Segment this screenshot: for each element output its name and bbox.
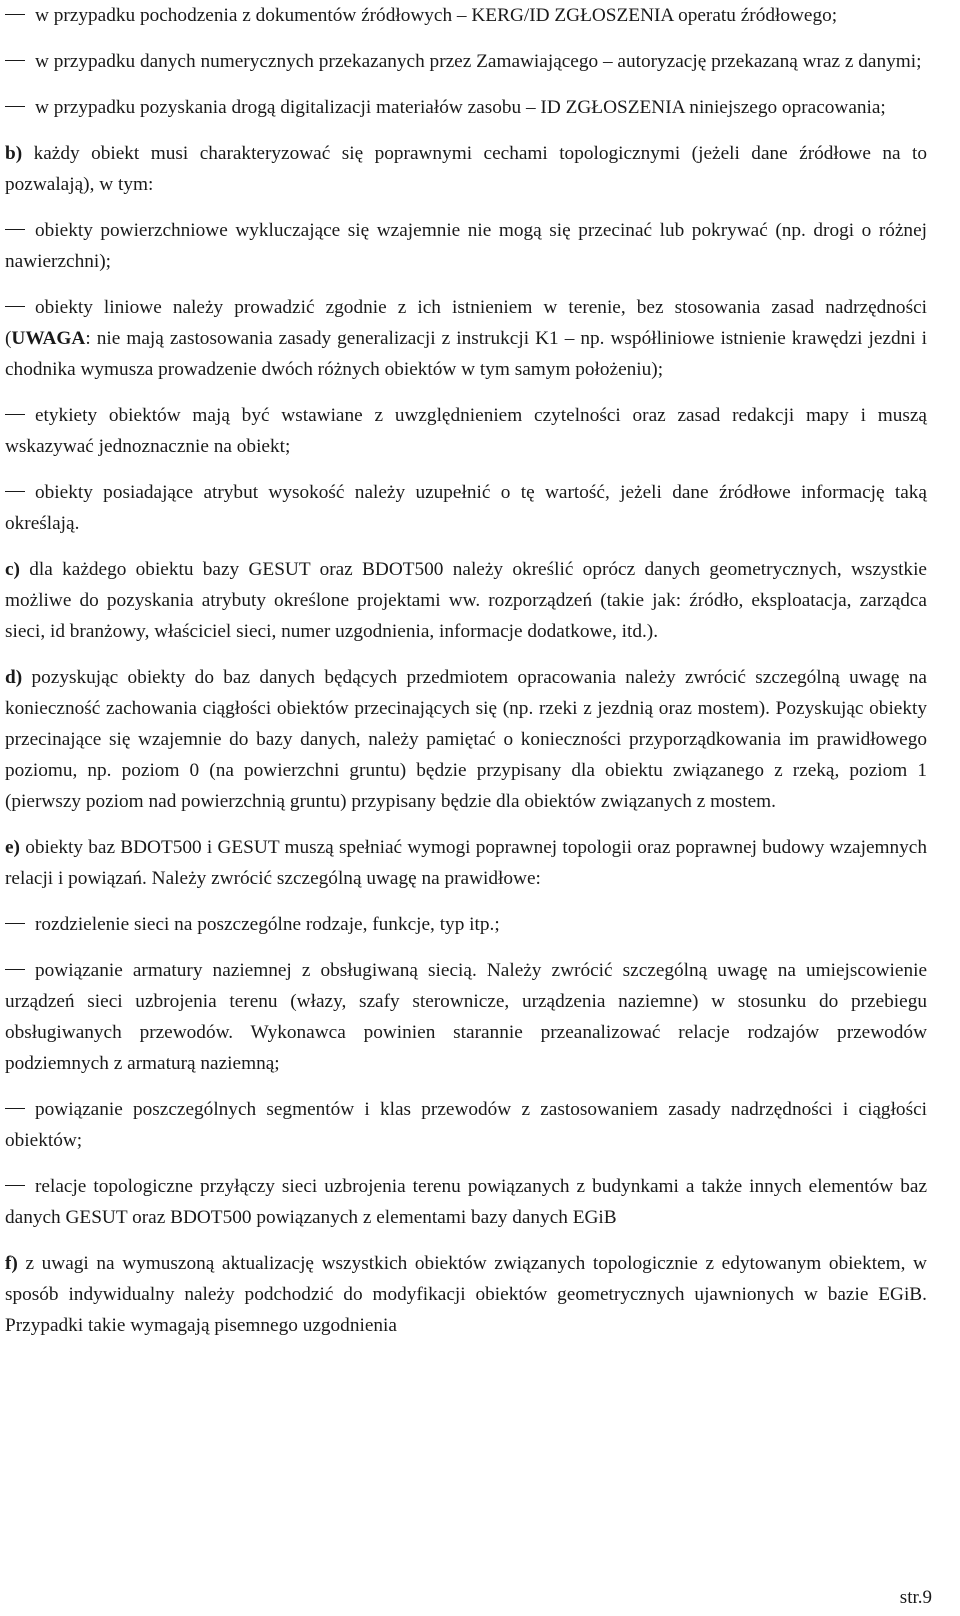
document-page	[5, 0, 927, 1341]
paragraph-text: w przypadku pozyskania drogą digitalizacji materiałów zasobu – ID ZGŁOSZENIA niniejszego opracowania;	[35, 97, 886, 118]
paragraph-text: : nie mają zastosowania zasady generalizacji z instrukcji K1 – np. współliniowe istnienie krawędzi jezdni i chodnika wymusza prowadzenie dwóch różnych obiektów w tym samym położeniu);	[5, 328, 927, 380]
page-number: str.9	[899, 1587, 932, 1608]
dash-bullet	[5, 0, 27, 31]
paragraph-text: obiekty powierzchniowe wykluczające się wzajemnie nie mogą się przecinać lub pokrywać (np. drogi o różnej nawierzchni);	[5, 220, 927, 272]
paragraph-text: relacje topologiczne przyłączy sieci uzbrojenia terenu powiązanych z budynkami a także innych elementów baz danych GESUT oraz BDOT500 powiązanych z elementami bazy danych EGiB	[5, 1176, 927, 1228]
emphasis-text: UWAGA	[11, 328, 86, 349]
paragraph-text: w przypadku danych numerycznych przekazanych przez Zamawiającego – autoryzację przekazaną wraz z danymi;	[35, 51, 922, 72]
item-label: b)	[5, 143, 23, 164]
paragraph-text: z uwagi na wymuszoną aktualizację wszystkich obiektów związanych topologicznie z edytowanym obiektem, w sposób indywidualny należy podchodzić do modyfikacji obiektów geometrycznych ujawnionych w bazie EGiB. Przypadki takie wymagają pisemnego uzgodnienia	[5, 1253, 927, 1336]
dash-paragraph	[5, 400, 927, 462]
dash-bullet	[5, 92, 27, 123]
item-paragraph-f	[5, 1248, 927, 1341]
item-label: d)	[5, 667, 23, 688]
item-label: c)	[5, 559, 20, 580]
dash-bullet	[5, 400, 27, 431]
paragraph-text: dla każdego obiektu bazy GESUT oraz BDOT500 należy określić oprócz danych geometrycznych, wszystkie możliwe do pozyskania atrybuty określone projektami ww. rozporządzeń (takie jak: źródło, eksploatacja, zarządca sieci, id branżowy, właściciel sieci, numer uzgodnienia, informacje dodatkowe, itd.).	[5, 559, 927, 642]
dash-paragraph	[5, 1171, 927, 1233]
dash-bullet	[5, 215, 27, 246]
dash-paragraph	[5, 955, 927, 1079]
dash-paragraph	[5, 292, 927, 385]
dash-bullet	[5, 1171, 27, 1202]
dash-paragraph	[5, 477, 927, 539]
dash-bullet	[5, 1094, 27, 1125]
paragraph-text: obiekty posiadające atrybut wysokość należy uzupełnić o tę wartość, jeżeli dane źródłowe informację taką określają.	[5, 482, 927, 534]
item-paragraph-c	[5, 554, 927, 647]
item-paragraph-b	[5, 138, 927, 200]
paragraph-text: powiązanie poszczególnych segmentów i klas przewodów z zastosowaniem zasady nadrzędności i ciągłości obiektów;	[5, 1099, 927, 1151]
dash-paragraph	[5, 92, 927, 123]
paragraph-text: obiekty liniowe należy prowadzić zgodnie z ich istnieniem w terenie, bez stosowania zasad nadrzędności (	[5, 297, 927, 349]
item-paragraph-d	[5, 662, 927, 817]
item-paragraph-e	[5, 832, 927, 894]
paragraph-text: etykiety obiektów mają być wstawiane z uwzględnieniem czytelności oraz zasad redakcji mapy i muszą wskazywać jednoznacznie na obiekt;	[5, 405, 927, 457]
item-label: f)	[5, 1253, 18, 1274]
dash-paragraph	[5, 0, 927, 31]
paragraph-text: pozyskując obiekty do baz danych będących przedmiotem opracowania należy zwrócić szczególną uwagę na konieczność zachowania ciągłości obiektów przecinających się (np. rzeki z jezdnią oraz mostem). Pozyskując obiekty przecinające się wzajemnie do bazy danych, należy pamiętać o konieczności przyporządkowania im prawidłowego poziomu, np. poziom 0 (na powierzchni gruntu) będzie przypisany dla obiektu związanego z rzeką, poziom 1 (pierwszy poziom nad powierzchnią gruntu) przypisany będzie dla obiektów związanych z mostem.	[5, 667, 927, 812]
dash-bullet	[5, 909, 27, 940]
dash-bullet	[5, 955, 27, 986]
paragraph-text: obiekty baz BDOT500 i GESUT muszą spełniać wymogi poprawnej topologii oraz poprawnej budowy wzajemnych relacji i powiązań. Należy zwrócić szczególną uwagę na prawidłowe:	[5, 837, 928, 889]
dash-paragraph	[5, 909, 927, 940]
dash-paragraph	[5, 215, 927, 277]
paragraph-text: rozdzielenie sieci na poszczególne rodzaje, funkcje, typ itp.;	[35, 914, 500, 935]
paragraph-text: każdy obiekt musi charakteryzować się poprawnymi cechami topologicznymi (jeżeli dane źródłowe na to pozwalają), w tym:	[5, 143, 927, 195]
paragraph-text: powiązanie armatury naziemnej z obsługiwaną siecią. Należy zwrócić szczególną uwagę na umiejscowienie urządzeń sieci uzbrojenia terenu (włazy, szafy sterownicze, urządzenia naziemne) w stosunku do przebiegu obsługiwanych przewodów. Wykonawca powinien starannie przeanalizować relacje rodzajów przewodów podziemnych z armaturą naziemną;	[5, 960, 927, 1074]
paragraph-text: w przypadku pochodzenia z dokumentów źródłowych – KERG/ID ZGŁOSZENIA operatu źródłowego;	[35, 5, 838, 26]
item-label: e)	[5, 837, 20, 858]
dash-paragraph	[5, 1094, 927, 1156]
dash-bullet	[5, 46, 27, 77]
dash-bullet	[5, 477, 27, 508]
dash-paragraph	[5, 46, 927, 77]
dash-bullet	[5, 292, 27, 323]
